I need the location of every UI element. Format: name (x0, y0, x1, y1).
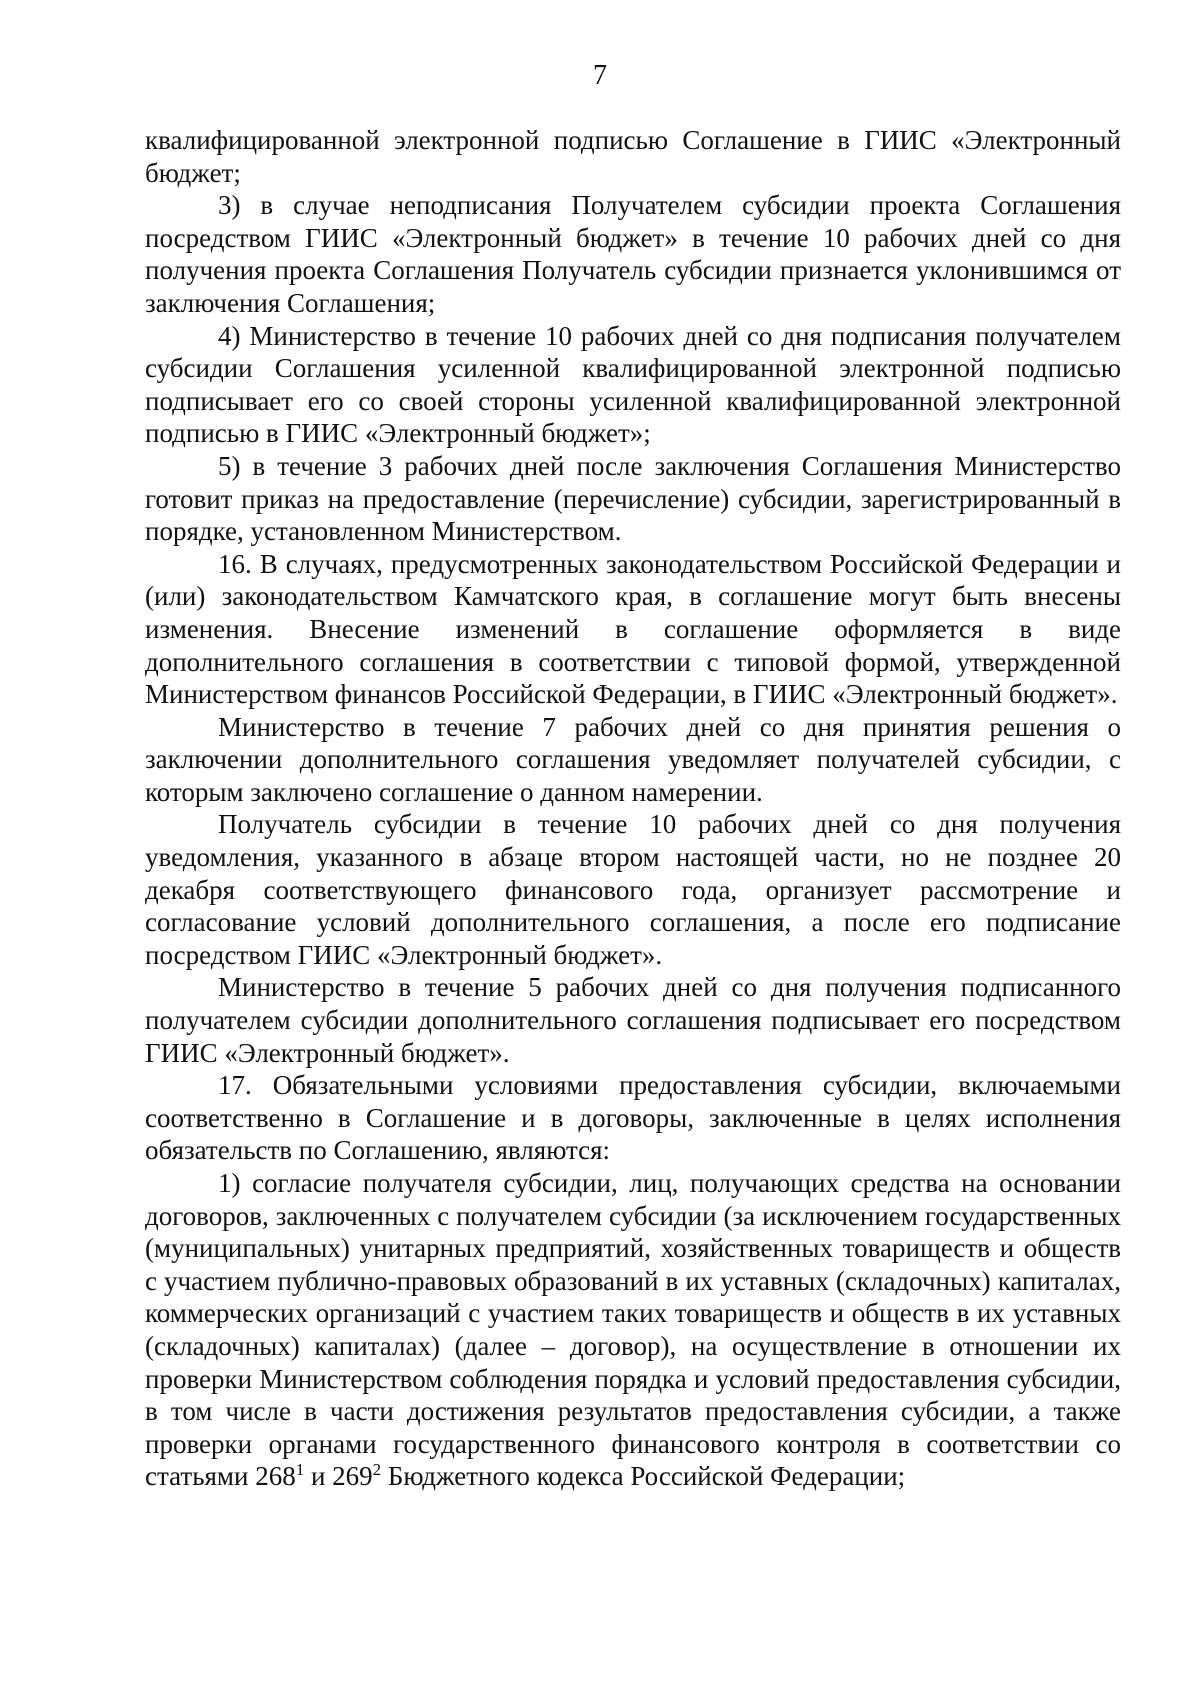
paragraph-recipient-review: Получатель субсидии в течение 10 рабочих дней со дня получения уведомления, указанного в абзаце втором настоящей части, но не позднее 20 декабря соответствующего финансового года, организует рассмотрение и согласование условий дополнительного соглашения, а после его подписание посредством ГИИС «Электронный бюджет». (145, 809, 1121, 970)
paragraph-item-3: 3) в случае неподписания Получателем субсидии проекта Соглашения посредством ГИИС «Электронный бюджет» в течение 10 рабочих дней со дня получения проекта Соглашения Получатель субсидии признается уклонившимся от заключения Соглашения; (145, 190, 1121, 318)
paragraph-section-16: 16. В случаях, предусмотренных законодательством Российской Федерации и (или) законодательством Камчатского края, в соглашение могут быть внесены изменения. Внесение изменений в соглашение оформляется в виде дополнительного соглашения в соответствии с типовой формой, утвержденной Министерством финансов Российской Федерации, в ГИИС «Электронный бюджет». (145, 548, 1121, 710)
paragraph-consent-item-1 (145, 1167, 1121, 1493)
paragraph-item-4: 4) Министерство в течение 10 рабочих дней со дня подписания получателем субсидии Соглашения усиленной квалифицированной электронной подписью подписывает его со своей стороны усиленной квалифицированной электронной подписью в ГИИС «Электронный бюджет»; (145, 320, 1121, 449)
paragraph-continuation: квалифицированной электронной подписью Соглашение в ГИИС «Электронный бюджет; (145, 125, 1121, 188)
footnote-superscript-2: 2 (372, 1460, 382, 1480)
paragraph-ministry-signing: Министерство в течение 5 рабочих дней со дня получения подписанного получателем субсидии дополнительного соглашения подписывает его посредством ГИИС «Электронный бюджет». (145, 972, 1121, 1068)
consent-text-after: Бюджетного кодекса Российской Федерации; (381, 1461, 906, 1492)
paragraph-notification: Министерство в течение 7 рабочих дней со дня принятия решения о заключении дополнительного соглашения уведомляет получателей субсидии, с которым заключено соглашение о данном намерении. (145, 711, 1121, 807)
footnote-superscript-1: 1 (295, 1460, 305, 1480)
consent-text-middle: и 269 (304, 1461, 373, 1492)
consent-text-before: 1) согласие получателя субсидии, лиц, получающих средства на основании договоров, заключенных с получателем субсидии (за исключением государственных (муниципальных) унитарных предприятий, хозяйственных товариществ и обществ с участием публично-правовых образований в их уставных (складочных) капиталах, коммерческих организаций с участием таких товариществ и обществ в их уставных (складочных) капиталах) (далее – договор), на осуществление в отношении их проверки Министерством соблюдения порядка и условий предоставления субсидии, в том числе в части достижения результатов предоставления субсидии, а также проверки органами государственного финансового контроля в соответствии со статьями 268 (145, 1168, 1121, 1492)
document-body (145, 124, 1121, 1493)
paragraph-section-17: 17. Обязательными условиями предоставления субсидии, включаемыми соответственно в Соглашение и в договоры, заключенные в целях исполнения обязательств по Соглашению, являются: (145, 1070, 1121, 1166)
page-number: 7 (593, 60, 607, 91)
paragraph-item-5: 5) в течение 3 рабочих дней после заключения Соглашения Министерство готовит приказ на предоставление (перечисление) субсидии, зарегистрированный в порядке, установленном Министерством. (145, 450, 1121, 547)
